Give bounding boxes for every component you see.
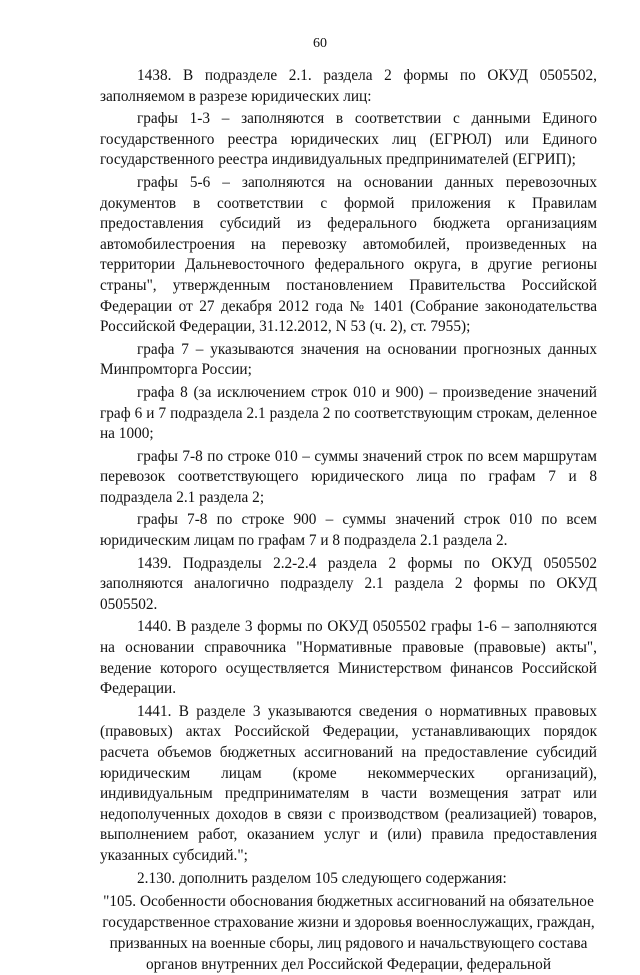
document-body (100, 66, 597, 975)
section-heading-line: "105. Особенности обоснования бюджетных ассигнований на обязательное (103, 893, 594, 911)
paragraph-1440: 1440. В разделе 3 формы по ОКУД 0505502 графы 1-6 – заполняются на основании справочника "Нормативные правовые (правовые) акты", ведение которого осуществляется Министерством финансов Российской Федерации. (100, 618, 597, 698)
section-105-heading (100, 891, 597, 975)
page-number: 60 (313, 36, 327, 51)
section-heading-line: государственное страхование жизни и здоровья военнослужащих, граждан, (102, 914, 595, 932)
paragraph-1438: 1438. В подразделе 2.1. раздела 2 формы по ОКУД 0505502, заполняемом в разрезе юридических лиц: (100, 67, 597, 105)
paragraph-column-8: графа 8 (за исключением строк 010 и 900) – произведение значений граф 6 и 7 подраздела 2.1 раздела 2 по соответствующим строкам, деленное на 1000; (100, 383, 597, 443)
paragraph-1439: 1439. Подразделы 2.2-2.4 раздела 2 формы по ОКУД 0505502 заполняются аналогично подразделу 2.1 раздела 2 формы по ОКУД 0505502. (100, 554, 597, 613)
paragraph-columns-1-3: графы 1-3 – заполняются в соответствии с данными Единого государственного реестра юридических лиц (ЕГРЮЛ) или Единого государственного реестра индивидуальных предпринимателей (ЕГРИП); (100, 110, 597, 169)
paragraph-columns-5-6: графы 5-6 – заполняются на основании данных перевозочных документов в соответствии с формой приложения к Правилам предоставления субсидий из федерального бюджета организациям автомобилестроения на перевозку автомобилей, произведенных на территории Дальневосточного федерального округа, в другие регионы страны", утвержденным постановлением Правительства Российской Федерации от 27 декабря 2012 года № 1401 (Собрание законодательства Российской Федерации, 31.12.2012, N 53 (ч. 2), ст. 7955); (100, 173, 597, 336)
section-heading-line: призванных на военные сборы, лиц рядового и начальствующего состава (109, 935, 588, 953)
paragraph-column-7: графа 7 – указываются значения на основании прогнозных данных Минпромторга России; (100, 340, 597, 379)
paragraph-columns-7-8-row-900: графы 7-8 по строке 900 – суммы значений строк 010 по всем юридическим лицам по графам 7 и 8 подраздела 2.1 раздела 2. (100, 511, 597, 550)
section-heading-line: органов внутренних дел Российской Федерации, федеральной (145, 956, 552, 974)
paragraph-columns-7-8-row-010: графы 7-8 по строке 010 – суммы значений строк по всем маршрутам перевозок соответствующего юридического лица по графам 7 и 8 подраздела 2.1 раздела 2; (100, 447, 597, 506)
paragraph-2-130: 2.130. дополнить разделом 105 следующего содержания: (137, 869, 507, 887)
paragraph-1441: 1441. В разделе 3 указываются сведения о нормативных правовых (правовых) актах Российской Федерации, устанавливающих порядок расчета объемов бюджетных ассигнований на предоставление субсидий юридическим лицам (кроме некоммерческих организаций), индивидуальным предпринимателям в части возмещения затрат или недополученных доходов в связи с производством (реализацией) товаров, выполнением работ, оказанием услуг и (или) правила предоставления указанных субсидий."; (100, 702, 597, 864)
